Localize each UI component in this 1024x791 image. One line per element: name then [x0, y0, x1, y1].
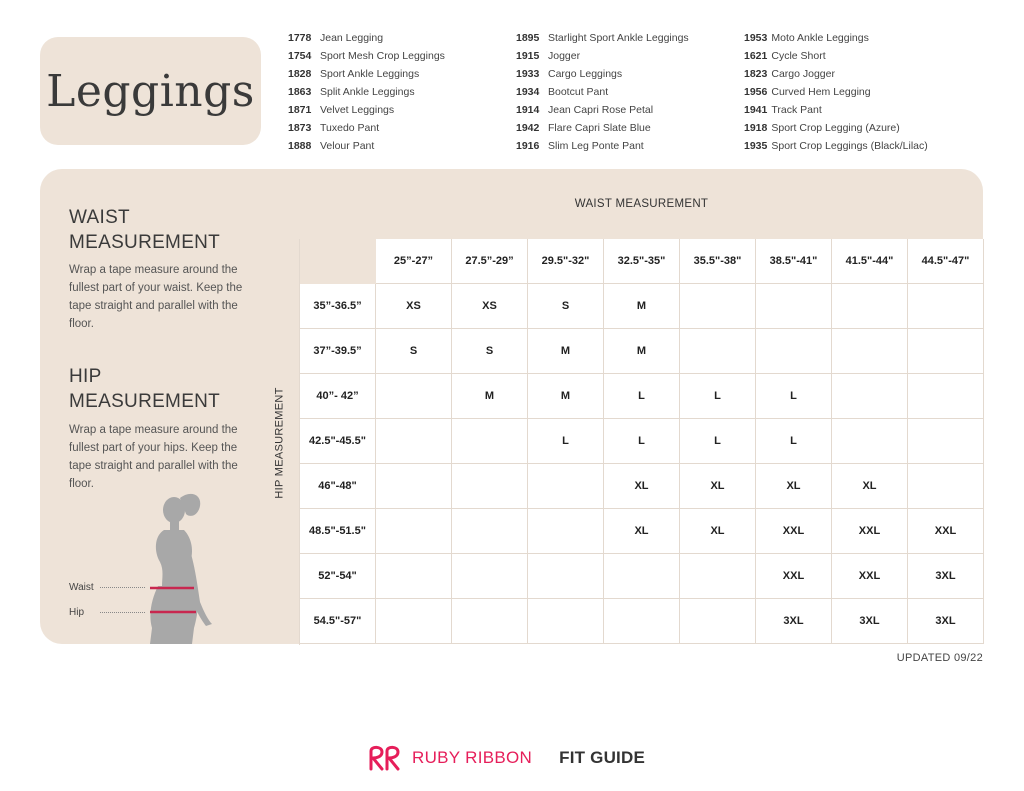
- size-cell: L: [756, 374, 832, 419]
- title-box: [40, 37, 261, 145]
- product-item: [288, 83, 445, 101]
- product-code: 1956: [744, 86, 768, 98]
- waist-heading-line2: MEASUREMENT: [69, 232, 221, 253]
- waist-size-header: 32.5"-35": [604, 239, 680, 284]
- hip-size-header: 37”-39.5”: [300, 329, 376, 374]
- hip-size-header: 40”- 42”: [300, 374, 376, 419]
- hip-size-header: 54.5"-57": [300, 599, 376, 644]
- product-item: [744, 119, 928, 137]
- product-name: Velvet Leggings: [320, 104, 395, 116]
- size-cell: M: [528, 374, 604, 419]
- product-code: 1942: [516, 122, 540, 134]
- product-name: Tuxedo Pant: [320, 122, 380, 134]
- size-cell: [376, 419, 452, 464]
- size-cell: 3XL: [832, 599, 908, 644]
- waist-heading: [69, 205, 220, 255]
- product-name: Split Ankle Leggings: [320, 86, 415, 98]
- size-cell: M: [604, 284, 680, 329]
- size-cell: [832, 329, 908, 374]
- hip-heading-line2: MEASUREMENT: [69, 391, 221, 412]
- hip-size-header: 48.5"-51.5": [300, 509, 376, 554]
- size-cell: XS: [376, 284, 452, 329]
- size-cell: XL: [604, 464, 680, 509]
- size-cell: XXL: [832, 509, 908, 554]
- product-name: Cargo Leggings: [548, 68, 623, 80]
- product-name: Bootcut Pant: [548, 86, 609, 98]
- product-column: [744, 29, 928, 155]
- product-code: 1918: [744, 122, 768, 134]
- product-code: 1895: [516, 32, 540, 44]
- product-name: Jogger: [548, 50, 581, 62]
- product-item: [744, 47, 928, 65]
- waist-size-header: 44.5"-47": [908, 239, 984, 284]
- size-grid: [299, 239, 983, 645]
- fit-guide-label: FIT GUIDE: [559, 748, 645, 767]
- waist-size-header: 41.5"-44": [832, 239, 908, 284]
- product-item: [516, 47, 689, 65]
- hip-size-header: 46"-48": [300, 464, 376, 509]
- size-cell: L: [528, 419, 604, 464]
- size-cell: M: [528, 329, 604, 374]
- waist-marker-line: [100, 587, 145, 588]
- waist-heading-line1: WAIST: [69, 207, 130, 228]
- ruby-ribbon-logo-icon: [368, 745, 406, 771]
- size-cell: [376, 464, 452, 509]
- waist-size-header: 38.5"-41": [756, 239, 832, 284]
- size-cell: [528, 554, 604, 599]
- size-cell: S: [376, 329, 452, 374]
- size-cell: [680, 554, 756, 599]
- product-item: [288, 65, 445, 83]
- size-cell: [680, 599, 756, 644]
- product-code: 1916: [516, 140, 540, 152]
- product-item: [744, 137, 928, 155]
- size-cell: S: [528, 284, 604, 329]
- product-item: [516, 65, 689, 83]
- size-cell: [452, 599, 528, 644]
- size-cell: [908, 329, 984, 374]
- size-cell: 3XL: [908, 599, 984, 644]
- product-item: [516, 119, 689, 137]
- waist-size-header: 27.5”-29”: [452, 239, 528, 284]
- product-code: 1934: [516, 86, 540, 98]
- size-cell: XXL: [756, 554, 832, 599]
- product-code: 1914: [516, 104, 540, 116]
- hip-heading-line1: HIP: [69, 366, 102, 387]
- product-name: Curved Hem Legging: [771, 86, 871, 98]
- size-cell: [528, 509, 604, 554]
- product-code: 1888: [288, 140, 312, 152]
- waist-marker-label: Waist: [69, 582, 94, 593]
- hip-size-header: 52"-54": [300, 554, 376, 599]
- product-item: [288, 119, 445, 137]
- page-title: Leggings: [46, 65, 255, 117]
- size-cell: [908, 284, 984, 329]
- size-cell: XL: [680, 464, 756, 509]
- size-cell: [452, 509, 528, 554]
- product-name: Jean Capri Rose Petal: [548, 104, 654, 116]
- footer: [368, 744, 645, 772]
- body-silhouette-icon: [140, 490, 220, 644]
- size-cell: 3XL: [756, 599, 832, 644]
- size-cell: [376, 509, 452, 554]
- product-name: Sport Mesh Crop Leggings: [320, 50, 445, 62]
- size-cell: L: [680, 374, 756, 419]
- product-code: 1871: [288, 104, 312, 116]
- size-cell: [452, 464, 528, 509]
- product-item: [744, 65, 928, 83]
- size-cell: XL: [756, 464, 832, 509]
- product-item: [744, 83, 928, 101]
- hip-heading: [69, 364, 220, 414]
- product-item: [516, 83, 689, 101]
- hip-size-header: 35”-36.5”: [300, 284, 376, 329]
- size-cell: [452, 554, 528, 599]
- waist-size-header: 25”-27”: [376, 239, 452, 284]
- size-cell: [680, 329, 756, 374]
- product-code: 1754: [288, 50, 312, 62]
- product-item: [744, 101, 928, 119]
- size-cell: XXL: [832, 554, 908, 599]
- size-cell: L: [680, 419, 756, 464]
- size-cell: L: [604, 419, 680, 464]
- product-code: 1823: [744, 68, 768, 80]
- product-code: 1935: [744, 140, 768, 152]
- size-cell: L: [604, 374, 680, 419]
- product-code: 1873: [288, 122, 312, 134]
- size-cell: [680, 284, 756, 329]
- hip-size-header: 42.5"-45.5": [300, 419, 376, 464]
- hip-marker-line: [100, 612, 145, 613]
- product-code: 1941: [744, 104, 768, 116]
- product-name: Sport Crop Legging (Azure): [771, 122, 900, 134]
- product-code: 1953: [744, 32, 768, 44]
- size-cell: M: [604, 329, 680, 374]
- updated-date: UPDATED 09/22: [896, 652, 983, 664]
- waist-size-header: 35.5"-38": [680, 239, 756, 284]
- size-cell: [908, 419, 984, 464]
- product-code: 1863: [288, 86, 312, 98]
- size-cell: [832, 284, 908, 329]
- size-cell: S: [452, 329, 528, 374]
- product-code: 1828: [288, 68, 312, 80]
- product-code: 1621: [744, 50, 768, 62]
- product-name: Track Pant: [771, 104, 822, 116]
- product-code: 1915: [516, 50, 540, 62]
- size-cell: [832, 419, 908, 464]
- size-cell: XXL: [908, 509, 984, 554]
- size-cell: L: [756, 419, 832, 464]
- product-item: [288, 47, 445, 65]
- product-item: [288, 29, 445, 47]
- product-item: [744, 29, 928, 47]
- size-cell: M: [452, 374, 528, 419]
- hip-instructions: Wrap a tape measure around the fullest part of your hips. Keep the tape straight and parallel with the floor.: [69, 424, 238, 490]
- size-cell: XL: [680, 509, 756, 554]
- product-item: [516, 137, 689, 155]
- product-name: Sport Ankle Leggings: [320, 68, 420, 80]
- size-cell: [756, 329, 832, 374]
- size-cell: XL: [604, 509, 680, 554]
- size-cell: [528, 599, 604, 644]
- size-cell: XL: [832, 464, 908, 509]
- size-cell: [376, 374, 452, 419]
- product-name: Jean Legging: [320, 32, 384, 44]
- size-cell: [376, 599, 452, 644]
- product-column: [288, 29, 445, 155]
- size-cell: [452, 419, 528, 464]
- product-name: Sport Crop Leggings (Black/Lilac): [771, 140, 928, 152]
- waist-size-header: 29.5"-32": [528, 239, 604, 284]
- product-name: Slim Leg Ponte Pant: [548, 140, 644, 152]
- waist-instructions: Wrap a tape measure around the fullest part of your waist. Keep the tape straight and parallel with the floor.: [69, 264, 243, 330]
- product-column: [516, 29, 689, 155]
- hip-marker-label: Hip: [69, 607, 85, 618]
- size-cell: [604, 599, 680, 644]
- size-cell: [908, 464, 984, 509]
- product-code: 1933: [516, 68, 540, 80]
- product-name: Cycle Short: [771, 50, 826, 62]
- product-item: [516, 101, 689, 119]
- size-cell: [908, 374, 984, 419]
- size-cell: XS: [452, 284, 528, 329]
- size-cell: XXL: [756, 509, 832, 554]
- product-name: Velour Pant: [320, 140, 375, 152]
- size-cell: 3XL: [908, 554, 984, 599]
- product-name: Moto Ankle Leggings: [771, 32, 869, 44]
- product-code: 1778: [288, 32, 312, 44]
- size-cell: [528, 464, 604, 509]
- product-item: [288, 137, 445, 155]
- grid-corner: [300, 239, 376, 284]
- product-item: [516, 29, 689, 47]
- size-cell: [832, 374, 908, 419]
- brand-name: RUBY RIBBON: [412, 748, 533, 767]
- product-name: Cargo Jogger: [771, 68, 835, 80]
- size-cell: [756, 284, 832, 329]
- size-cell: [376, 554, 452, 599]
- size-cell: [604, 554, 680, 599]
- waist-measurement-title: WAIST MEASUREMENT: [574, 198, 709, 210]
- product-name: Starlight Sport Ankle Leggings: [548, 32, 689, 44]
- product-name: Flare Capri Slate Blue: [548, 122, 651, 134]
- hip-measurement-title: HIP MEASUREMENT: [274, 387, 287, 499]
- product-item: [288, 101, 445, 119]
